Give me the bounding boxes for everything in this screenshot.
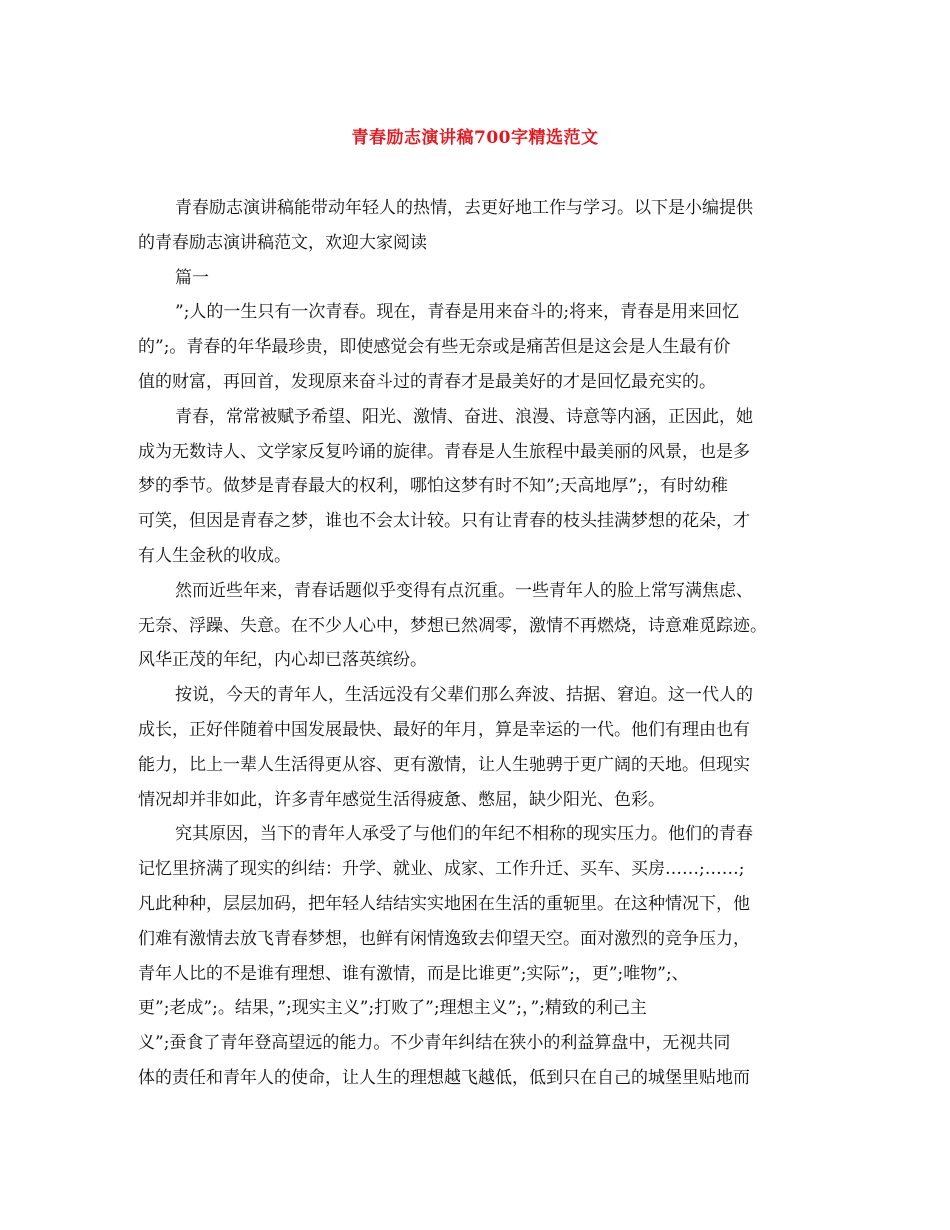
text-line: ”;人的一生只有一次青春。现在，青春是用来奋斗的;将来，青春是用来回忆 [175,302,740,323]
text-line: 的”;。青春的年华最珍贵，即使感觉会有些无奈或是痛苦但是这会是人生最有价 [138,337,731,358]
text-line: 的青春励志演讲稿范文，欢迎大家阅读 [138,232,427,253]
text-line: 成为无数诗人、文学家反复吟诵的旋律。青春是人生旅程中最美丽的风景，也是多 [138,441,750,462]
text-line: 们难有激情去放飞青春梦想，也鲜有闲情逸致去仰望天空。面对激烈的竞争压力， [138,928,750,949]
text-line: 成长，正好伴随着中国发展最快、最好的年月，算是幸运的一代。他们有理由也有 [138,719,750,740]
text-line: 按说，今天的青年人，生活远没有父辈们那么奔波、拮据、窘迫。这一代人的 [175,685,753,706]
text-line: 青春励志演讲稿能带动年轻人的热情，去更好地工作与学习。以下是小编提供 [175,198,753,218]
text-line: 究其原因，当下的青年人承受了与他们的年纪不相称的现实压力。他们的青春 [175,824,753,845]
text-line: 情况却并非如此，许多青年感觉生活得疲惫、憋屈，缺少阳光、色彩。 [138,789,665,810]
text-line: 义”;蚕食了青年登高望远的能力。不少青年纠结在狭小的利益算盘中，无视共同 [138,1033,731,1054]
text-line: 然而近些年来，青春话题似乎变得有点沉重。一些青年人的脸上常写满焦虑、 [175,580,753,601]
text-line: 凡此种种，层层加码，把年轻人结结实实地困在生活的重轭里。在这种情况下，他 [138,893,750,914]
text-line: 风华正茂的年纪，内心却已落英缤纷。 [138,650,427,671]
text-line: 青年人比的不是谁有理想、谁有激情，而是比谁更”;实际”;，更”;唯物”;、 [138,963,689,984]
text-line: 有人生金秋的收成。 [138,545,291,566]
text-line: 无奈、浮躁、失意。在不少人心中，梦想已然凋零，激情不再燃烧，诗意难觅踪迹。 [138,615,767,636]
text-line: 篇一 [175,267,209,288]
text-line: 体的责任和青年人的使命，让人生的理想越飞越低，低到只在自己的城堡里贴地而 [138,1067,750,1088]
text-line: 能力，比上一辈人生活得更从容、更有激情，让人生驰骋于更广阔的天地。但现实 [138,754,750,775]
text-line: 更”;老成”;。结果，”;现实主义”;打败了”;理想主义”;，”;精致的利己主 [138,998,647,1019]
text-line: 值的财富，再回首，发现原来奋斗过的青春才是最美好的才是回忆最充实的。 [138,371,716,392]
document-title: 青春励志演讲稿700字精选范文 [351,128,599,148]
text-line: 梦的季节。做梦是青春最大的权利，哪怕这梦有时不知”;天高地厚”;，有时幼稚 [138,476,728,497]
document-body [138,191,818,1096]
text-line: 青春，常常被赋予希望、阳光、激情、奋进、浪漫、诗意等内涵，正因此，她 [175,406,753,427]
text-line: 可笑，但因是青春之梦，谁也不会太计较。只有让青春的枝头挂满梦想的花朵，才 [138,511,750,532]
text-line: 记忆里挤满了现实的纠结：升学、就业、成家、工作升迁、买车、买房……;……; [138,859,745,880]
